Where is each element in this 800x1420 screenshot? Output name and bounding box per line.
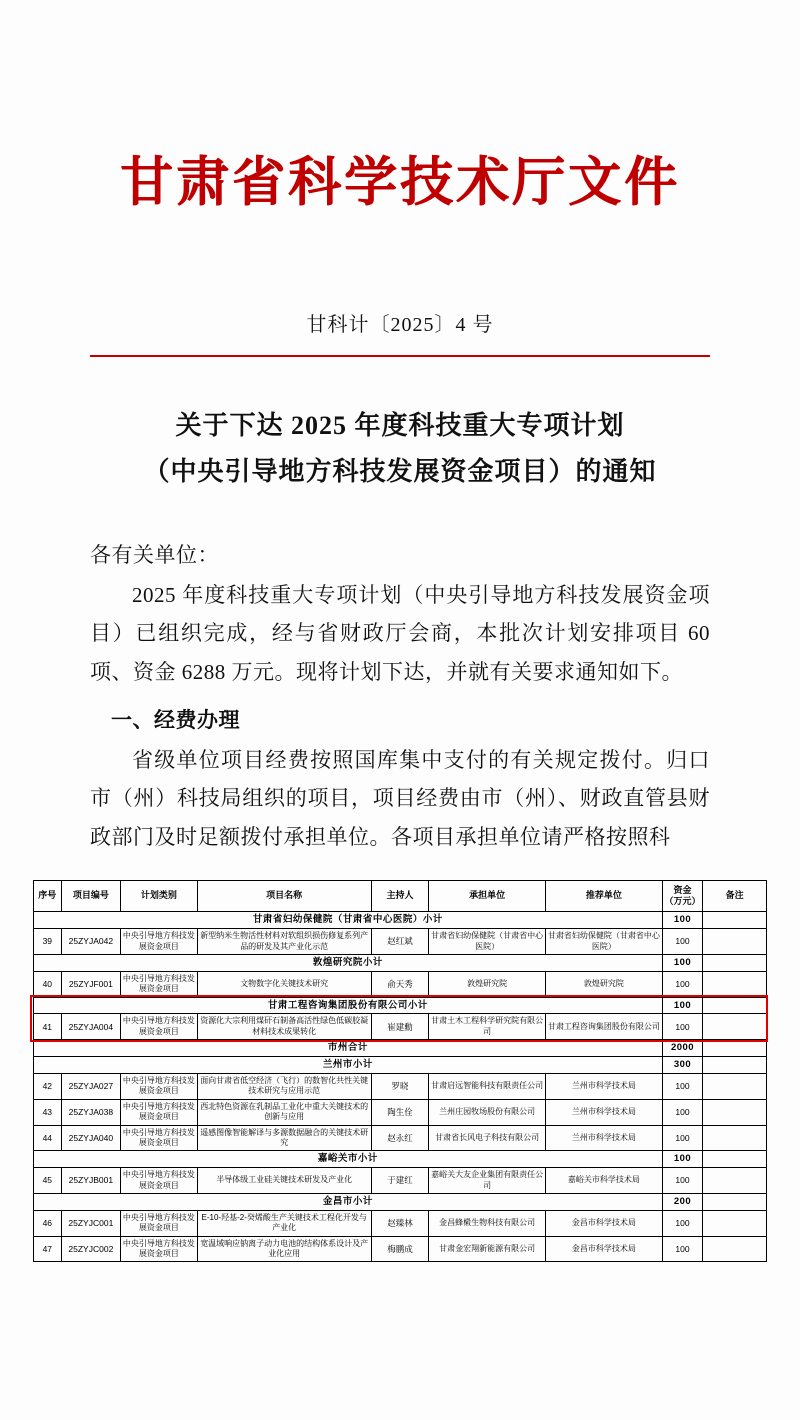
cell-recommending-unit: 金昌市科学技术局 <box>546 1236 663 1262</box>
cell-note <box>703 1210 767 1236</box>
cell-category: 中央引导地方科技发展资金项目 <box>121 1099 197 1125</box>
cell-recommending-unit: 兰州市科学技术局 <box>546 1099 663 1125</box>
section-heading-funding: 一、经费办理 <box>111 707 240 732</box>
table-row-subtotal <box>34 1151 767 1168</box>
cell-note <box>703 1014 767 1040</box>
cell-code: 25ZYJC002 <box>61 1236 120 1262</box>
cell-lead: 陶生佺 <box>371 1099 428 1125</box>
paragraph-intro: 2025 年度科技重大专项计划（中央引导地方科技发展资金项目）已组织完成，经与省财政厅会商，本批次计划安排项目 60 项、资金 6288 万元。现将计划下达，并就有关要求通知如下。 <box>90 583 710 684</box>
table-row <box>34 929 767 955</box>
cell-lead: 赵臻林 <box>371 1210 428 1236</box>
table-row-subtotal <box>34 1193 767 1210</box>
cell-lead: 赵永红 <box>371 1125 428 1151</box>
document-body <box>90 536 710 856</box>
table-row-subtotal <box>34 912 767 929</box>
document-title: 甘肃省科学技术厅文件 <box>120 154 680 212</box>
cell-code: 25ZYJA004 <box>61 1014 120 1040</box>
cell-note <box>703 1125 767 1151</box>
subtotal-fund: 100 <box>662 912 702 929</box>
cell-seq: 40 <box>34 971 62 997</box>
subtotal-note <box>703 1057 767 1074</box>
subtotal-note <box>703 997 767 1014</box>
cell-fund: 100 <box>662 929 702 955</box>
cell-project-name: 西北特色资源在乳制品工业化中重大关键技术的创新与应用 <box>197 1099 371 1125</box>
cell-seq: 47 <box>34 1236 62 1262</box>
table-row <box>34 971 767 997</box>
cell-note <box>703 1073 767 1099</box>
col-header-lead: 主持人 <box>371 880 428 912</box>
table-row <box>34 1168 767 1194</box>
table-row <box>34 1210 767 1236</box>
table-header-row <box>34 880 767 912</box>
cell-undertaking-unit: 兰州庄园牧场股份有限公司 <box>429 1099 546 1125</box>
subtotal-fund: 100 <box>662 1151 702 1168</box>
cell-code: 25ZYJC001 <box>61 1210 120 1236</box>
cell-fund: 100 <box>662 1125 702 1151</box>
cell-recommending-unit: 甘肃工程咨询集团股份有限公司 <box>546 1014 663 1040</box>
cell-seq: 43 <box>34 1099 62 1125</box>
table-row-subtotal <box>34 1057 767 1074</box>
paragraph-funding: 省级单位项目经费按照国库集中支付的有关规定拨付。归口市（州）科技局组织的项目，项目经费由市（州）、财政直管县财政部门及时足额拨付承担单位。各项目承担单位请严格按照科 <box>90 748 710 849</box>
subtotal-fund: 300 <box>662 1057 702 1074</box>
col-header-seq: 序号 <box>34 880 62 912</box>
table-row <box>34 1073 767 1099</box>
table-row <box>34 1236 767 1262</box>
subtotal-note <box>703 1151 767 1168</box>
cell-undertaking-unit: 甘肃启远智能科技有限责任公司 <box>429 1073 546 1099</box>
cell-category: 中央引导地方科技发展资金项目 <box>121 1014 197 1040</box>
cell-seq: 42 <box>34 1073 62 1099</box>
cell-project-name: E-10-羟基-2-癸烯酸生产关键技术工程化开发与产业化 <box>197 1210 371 1236</box>
cell-fund: 100 <box>662 1073 702 1099</box>
col-header-unit: 承担单位 <box>429 880 546 912</box>
cell-seq: 45 <box>34 1168 62 1194</box>
cell-fund: 100 <box>662 1014 702 1040</box>
subject-line-2: （中央引导地方科技发展资金项目）的通知 <box>143 456 657 486</box>
cell-note <box>703 1168 767 1194</box>
cell-recommending-unit: 兰州市科学技术局 <box>546 1073 663 1099</box>
cell-category: 中央引导地方科技发展资金项目 <box>121 929 197 955</box>
cell-fund: 100 <box>662 1210 702 1236</box>
cell-code: 25ZYJA038 <box>61 1099 120 1125</box>
red-divider-rule <box>90 355 710 357</box>
cell-category: 中央引导地方科技发展资金项目 <box>121 1073 197 1099</box>
cell-recommending-unit: 敦煌研究院 <box>546 971 663 997</box>
cell-lead: 罗晓 <box>371 1073 428 1099</box>
cell-fund: 100 <box>662 971 702 997</box>
col-header-code: 项目编号 <box>61 880 120 912</box>
subject-line-1: 关于下达 2025 年度科技重大专项计划 <box>175 411 625 440</box>
cell-undertaking-unit: 金昌蜂樧生物科技有限公司 <box>429 1210 546 1236</box>
col-header-category: 计划类别 <box>121 880 197 912</box>
col-header-recommend: 推荐单位 <box>546 880 663 912</box>
table-row-subtotal <box>34 997 767 1014</box>
cell-note <box>703 1236 767 1262</box>
cell-code: 25ZYJF001 <box>61 971 120 997</box>
cell-undertaking-unit: 甘肃金宏翔新能源有限公司 <box>429 1236 546 1262</box>
table-row <box>34 1014 767 1040</box>
cell-project-name: 新型纳米生物活性材料对软组织损伤修复系列产品的研发及其产业化示范 <box>197 929 371 955</box>
col-header-name: 项目名称 <box>197 880 371 912</box>
cell-fund: 100 <box>662 1099 702 1125</box>
subtotal-fund: 2000 <box>662 1040 702 1057</box>
cell-seq: 44 <box>34 1125 62 1151</box>
cell-category: 中央引导地方科技发展资金项目 <box>121 1168 197 1194</box>
subtotal-note <box>703 1040 767 1057</box>
project-plan-table <box>33 880 767 1263</box>
cell-recommending-unit: 金昌市科学技术局 <box>546 1210 663 1236</box>
cell-project-name: 面向甘肃省低空经济（飞行）的数智化共性关键技术研究与应用示范 <box>197 1073 371 1099</box>
cell-category: 中央引导地方科技发展资金项目 <box>121 1125 197 1151</box>
cell-category: 中央引导地方科技发展资金项目 <box>121 1210 197 1236</box>
table-row-subtotal <box>34 954 767 971</box>
cell-lead: 俞天秀 <box>371 971 428 997</box>
col-header-fund <box>662 880 702 912</box>
document-subject <box>90 403 710 494</box>
subtotal-fund: 100 <box>662 954 702 971</box>
document-number: 甘科计〔2025〕4 号 <box>306 314 494 336</box>
col-header-fund-line2: （万元） <box>664 896 701 906</box>
cell-code: 25ZYJA042 <box>61 929 120 955</box>
subtotal-label: 兰州市小计 <box>34 1057 663 1074</box>
cell-undertaking-unit: 嘉峪关大友企业集团有限责任公司 <box>429 1168 546 1194</box>
cell-code: 25ZYJA027 <box>61 1073 120 1099</box>
cell-lead: 崔建勳 <box>371 1014 428 1040</box>
cell-recommending-unit: 甘肃省妇幼保健院（甘肃省中心医院） <box>546 929 663 955</box>
subtotal-label: 甘肃省妇幼保健院（甘肃省中心医院）小计 <box>34 912 663 929</box>
total-label: 市州合计 <box>34 1040 663 1057</box>
cell-code: 25ZYJA040 <box>61 1125 120 1151</box>
cell-seq: 41 <box>34 1014 62 1040</box>
subtotal-label: 金昌市小计 <box>34 1193 663 1210</box>
table-row-total <box>34 1040 767 1057</box>
table-body <box>34 912 767 1262</box>
cell-note <box>703 929 767 955</box>
table-row <box>34 1125 767 1151</box>
cell-recommending-unit: 嘉峪关市科学技术局 <box>546 1168 663 1194</box>
cell-undertaking-unit: 敦煌研究院 <box>429 971 546 997</box>
subtotal-fund: 200 <box>662 1193 702 1210</box>
cell-fund: 100 <box>662 1168 702 1194</box>
cell-code: 25ZYJB001 <box>61 1168 120 1194</box>
cell-note <box>703 1099 767 1125</box>
cell-project-name: 半导体级工业硅关键技术研发及产业化 <box>197 1168 371 1194</box>
col-header-note: 备注 <box>703 880 767 912</box>
cell-lead: 于建红 <box>371 1168 428 1194</box>
subtotal-note <box>703 1193 767 1210</box>
cell-lead: 赵红斌 <box>371 929 428 955</box>
cell-fund: 100 <box>662 1236 702 1262</box>
subtotal-label: 嘉峪关市小计 <box>34 1151 663 1168</box>
subtotal-fund: 100 <box>662 997 702 1014</box>
cell-undertaking-unit: 甘肃土木工程科学研究院有限公司 <box>429 1014 546 1040</box>
cell-category: 中央引导地方科技发展资金项目 <box>121 971 197 997</box>
cell-note <box>703 971 767 997</box>
project-plan-table-wrapper <box>33 880 767 1263</box>
cell-project-name: 资源化大宗利用煤矸石制备高活性绿色低碳胶凝材料技术成果转化 <box>197 1014 371 1040</box>
cell-undertaking-unit: 甘肃省妇幼保健院（甘肃省中心医院） <box>429 929 546 955</box>
subtotal-label: 甘肃工程咨询集团股份有限公司小计 <box>34 997 663 1014</box>
cell-category: 中央引导地方科技发展资金项目 <box>121 1236 197 1262</box>
subtotal-note <box>703 912 767 929</box>
cell-project-name: 文物数字化关键技术研究 <box>197 971 371 997</box>
subtotal-note <box>703 954 767 971</box>
cell-project-name: 宽温域响应钠离子动力电池的结构体系设计及产业化应用 <box>197 1236 371 1262</box>
subtotal-label: 敦煌研究院小计 <box>34 954 663 971</box>
col-header-fund-line1: 资金 <box>673 884 692 895</box>
cell-lead: 梅鹏成 <box>371 1236 428 1262</box>
cell-undertaking-unit: 甘肃省长风电子科技有限公司 <box>429 1125 546 1151</box>
salutation: 各有关单位： <box>90 543 219 567</box>
cell-seq: 39 <box>34 929 62 955</box>
cell-recommending-unit: 兰州市科学技术局 <box>546 1125 663 1151</box>
cell-project-name: 遥感图像智能解译与多源数据融合的关键技术研究 <box>197 1125 371 1151</box>
cell-seq: 46 <box>34 1210 62 1236</box>
table-row <box>34 1099 767 1125</box>
